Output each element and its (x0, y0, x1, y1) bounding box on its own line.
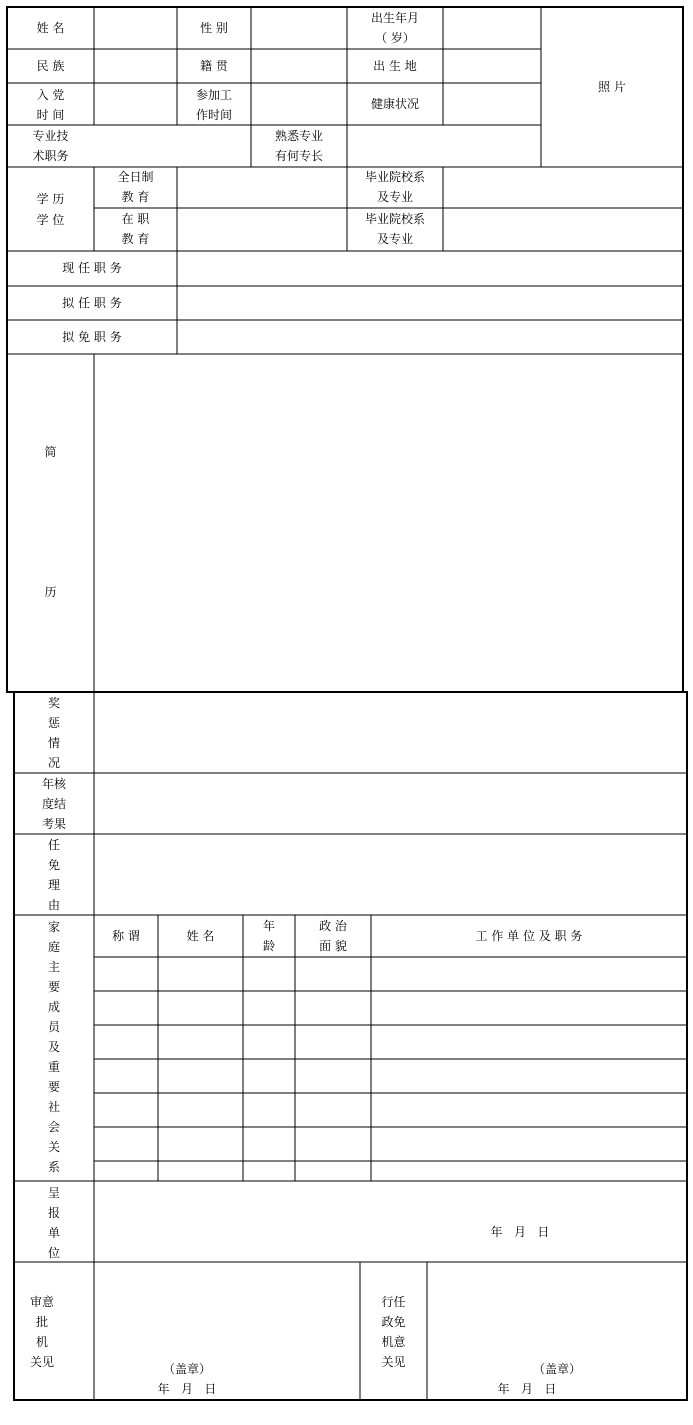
admin-line: 政免 (381, 1315, 406, 1329)
fulltime-edu-label-line2: 教 育 (121, 190, 150, 204)
resume-label-char2: 历 (44, 585, 57, 599)
native-place-label: 籍 贯 (200, 59, 228, 73)
reason-char: 由 (47, 898, 60, 912)
family-char: 要 (47, 980, 60, 994)
family-char: 重 (47, 1060, 60, 1074)
gender-label: 性 别 (200, 21, 228, 35)
reason-char: 任 (47, 838, 60, 852)
rewards-char: 况 (47, 756, 60, 770)
school-fulltime-label-line2: 及专业 (376, 190, 413, 204)
resume-label-char1: 简 (44, 445, 57, 459)
annual-review-line: 考果 (41, 817, 66, 831)
school-fulltime-label-line1: 毕业院校系 (364, 170, 425, 184)
appointment-reason-label (14, 835, 94, 915)
tech-title-label-line2: 术职务 (32, 149, 69, 163)
family-header-relation: 称 谓 (112, 929, 140, 943)
family-relations-label (14, 917, 94, 1177)
submitting-unit-label (14, 1183, 94, 1263)
work-start-label-line2: 作时间 (195, 108, 232, 122)
inservice-edu-label-line1: 在 职 (121, 212, 150, 226)
approval-line: 机 (35, 1335, 48, 1349)
rewards-char: 奖 (47, 696, 60, 710)
name-label: 姓 名 (36, 21, 65, 35)
annual-review-line: 年核 (41, 777, 66, 791)
family-header-age-line2: 龄 (262, 939, 275, 953)
health-label: 健康状况 (370, 97, 419, 111)
reason-char: 理 (47, 878, 60, 892)
family-header-name: 姓 名 (186, 929, 215, 943)
birth-label-line2: （ 岁） (375, 31, 415, 45)
proposed-removal-label: 拟 免 职 务 (62, 330, 122, 344)
annual-review-line: 度结 (41, 797, 66, 811)
submit-date: 年 月 日 (490, 1225, 550, 1239)
rewards-char: 惩 (47, 716, 60, 730)
reason-char: 免 (47, 858, 60, 872)
approval-line: 关见 (29, 1355, 54, 1369)
family-char: 会 (47, 1120, 60, 1134)
party-join-label-line1: 入 党 (36, 88, 65, 102)
fulltime-edu-label-line1: 全日制 (117, 170, 154, 184)
submit-char: 报 (47, 1206, 60, 1220)
rewards-label (14, 693, 94, 773)
family-char: 系 (47, 1160, 60, 1174)
birthplace-label: 出 生 地 (373, 59, 417, 73)
education-label-line1: 学 历 (36, 192, 65, 206)
education-label-line2: 学 位 (36, 213, 65, 227)
current-post-label: 现 任 职 务 (62, 261, 122, 275)
school-inservice-label-line2: 及专业 (376, 232, 413, 246)
proposed-post-label: 拟 任 职 务 (62, 296, 122, 310)
photo-label: 照 片 (598, 80, 626, 94)
approval-line: 批 (35, 1315, 48, 1329)
family-header-political-line1: 政 治 (319, 919, 347, 933)
family-char: 家 (47, 920, 60, 934)
approval-seal: （盖章） (162, 1362, 211, 1376)
work-start-label-line1: 参加工 (195, 88, 232, 102)
approval-authority-label (14, 1292, 70, 1372)
family-char: 员 (47, 1020, 60, 1034)
family-header-age-line1: 年 (262, 919, 275, 933)
specialty-label-line1: 熟悉专业 (274, 129, 323, 143)
inservice-edu-label-line2: 教 育 (121, 232, 150, 246)
family-header-work: 工 作 单 位 及 职 务 (475, 929, 583, 943)
family-char: 成 (47, 1000, 60, 1014)
party-join-label-line2: 时 间 (36, 108, 65, 122)
approval-date: 年 月 日 (157, 1382, 217, 1396)
admin-line: 关见 (381, 1355, 406, 1369)
submit-char: 位 (47, 1246, 60, 1260)
family-char: 关 (47, 1140, 60, 1154)
family-char: 要 (47, 1080, 60, 1094)
school-inservice-label-line1: 毕业院校系 (364, 212, 425, 226)
tech-title-label-line1: 专业技 (32, 129, 69, 143)
annual-review-label (14, 774, 94, 834)
family-char: 社 (47, 1100, 60, 1114)
admin-seal: （盖章） (532, 1362, 581, 1376)
admin-date: 年 月 日 (497, 1382, 557, 1396)
family-char: 庭 (47, 940, 60, 954)
submit-char: 单 (47, 1226, 60, 1240)
specialty-label-line2: 有何专长 (274, 149, 323, 163)
ethnicity-label: 民 族 (36, 59, 65, 73)
family-header-political-line2: 面 貌 (319, 939, 347, 953)
family-char: 主 (47, 960, 60, 974)
approval-line: 审意 (29, 1295, 54, 1309)
rewards-char: 情 (47, 736, 60, 750)
admin-authority-label (360, 1292, 427, 1372)
admin-line: 机意 (381, 1335, 406, 1349)
admin-line: 行任 (381, 1295, 406, 1309)
birth-label-line1: 出生年月 (370, 11, 419, 25)
submit-char: 呈 (47, 1186, 60, 1200)
family-char: 及 (47, 1040, 60, 1054)
